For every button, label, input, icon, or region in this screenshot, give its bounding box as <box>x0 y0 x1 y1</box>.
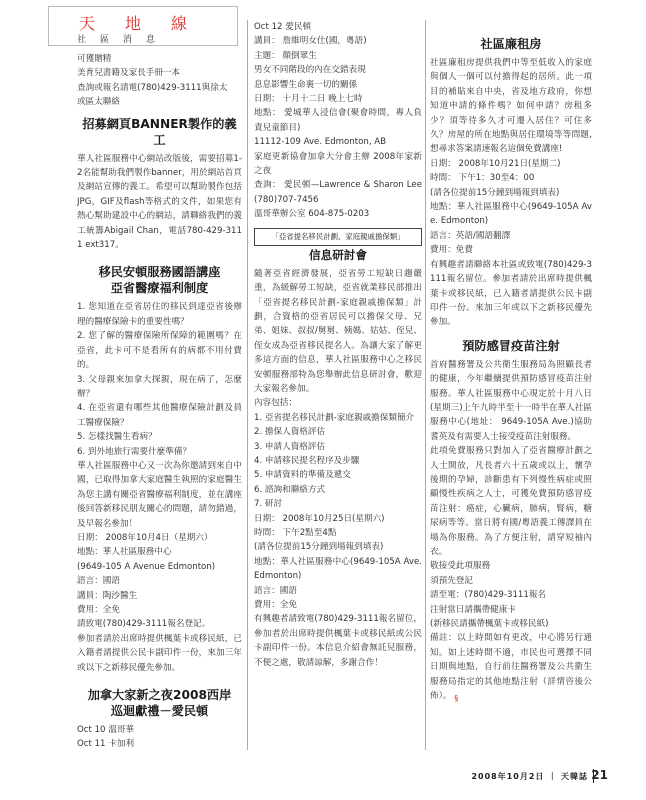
seminar-date: 日期： 2008年10月4日（星期六） <box>77 532 213 543</box>
info-date: 日期： 2008年10月25日(星期六) <box>254 513 385 524</box>
end-mark-icon: § <box>454 694 459 704</box>
seminar-speaker: 講員：陶沙醫生 <box>77 590 138 601</box>
tour-line: Oct 10 溫哥華 <box>77 725 135 736</box>
list-item: 4. 申請移民提名程序及步驟 <box>254 455 360 466</box>
banner-heading: 招募網頁BANNER製作的義工 <box>82 116 237 147</box>
flu-line: 請至電：(780)429-3111報名 <box>430 590 547 601</box>
flu-heading: 預防感冒疫苗注射 <box>462 338 560 353</box>
event-line: 男女不同階段的內在交錯表現 <box>254 65 366 76</box>
flu-line: 須預先登記 <box>430 575 473 586</box>
event-line: 日期： 十月十二日 晚上七時 <box>254 94 363 105</box>
seminar-fee: 費用：全免 <box>77 605 120 615</box>
event-line: 息息影響生命裏一切的關係 <box>254 79 358 90</box>
banner-body: 華人社區服務中心網站改版後，需要招募1-2名能幫助我們製作banner，用於網站首頁及網站宣傳的義工。希望可以幫助製作包括JPG，GIF及flash等格式的文件，如果您有熱心幫助建設中心的網站，請聯絡我們的義工統籌Abigail Chan，電話780-429-3111 ext317。 <box>77 153 242 251</box>
info-time: 時間： 下午2點至4點 <box>254 528 337 538</box>
intro-line: 或區太聯絡 <box>77 97 120 108</box>
flu-line: 敬接受此項服務 <box>430 561 491 572</box>
seminar-body: 華人社區服務中心又一次為你邀請到來自中國，已取得加拿大家庭醫生執照的家庭醫生為您主講有關亞省醫療福利制度，並在講座後回答新移民朋友關心的問題，請勿錯過，及早報名參加！ <box>77 460 242 529</box>
list-item: 6. 到外地旅行需要什麼準備？ <box>77 446 192 457</box>
housing-heading: 社區廉租房 <box>480 37 542 51</box>
list-item: 1. 亞省提名移民計劃-家庭親戚擔保類簡介 <box>254 412 415 423</box>
housing-register: 有興趣者請聯絡本社區或致電(780)429-3111報名留位。參加者請於出席時提供楓葉卡或移民紙，已入籍者請提供公民卡副印件一份。來加三年或以下之新移民優先參加。 <box>430 259 592 328</box>
event-line: 家庭更新協會加拿大分會主辦 2008年家新之夜 <box>254 151 422 177</box>
column-divider <box>247 20 248 750</box>
housing-time-note: (請各位提前15分鐘到場報到填表) <box>430 187 560 198</box>
info-place: 地點：華人社區服務中心(9649-105A Ave. Edmonton) <box>254 556 422 582</box>
housing-body: 社區廉租房提供我們中等至低收入的家庭與個人一個可以付擔得起的居所。此一項目的補貼來自中央，省及地方政府，你想知道申請的條件嗎？如何申請？房租多少？須等待多久才可遷入居住？可住多久？房屋的所在地點與居住環境等等問題,想尋求答案請速報名這個免費講座! <box>430 58 592 155</box>
info-session-heading: 信息研討會 <box>309 247 367 262</box>
seminar-questions <box>77 300 242 458</box>
flu-line: (新移民請攜帶楓葉卡或移民紙) <box>430 619 549 630</box>
flu-note <box>430 631 592 703</box>
column-left <box>77 52 242 762</box>
list-item: 5. 申請資料的準備及遞交 <box>254 470 351 481</box>
list-item: 4. 在亞省還有哪些其他醫療保險計劃及員工醫療保險？ <box>77 403 242 428</box>
housing-place: 地點：華人社區服務中心(9649-105A Ave. Edmonton) <box>430 202 592 227</box>
seminar-language: 語言：國語 <box>77 576 120 587</box>
content-label: 內容包括： <box>254 398 297 409</box>
event-line: 查詢： 愛民頓—Lawrence & Sharon Lee (780)707-7456 <box>254 180 422 205</box>
event-line: 11112-109 Ave. Edmonton, AB <box>254 137 387 148</box>
list-item: 2. 您了解的醫療保險所保障的範圍嗎？在亞省，此卡可不是看所有的病都不用付費的。 <box>77 331 242 371</box>
page-number: 21 <box>591 768 608 782</box>
housing-language: 語言：英語/國語翻譯 <box>430 230 511 241</box>
event-line: Oct 12 愛民頓 <box>254 22 312 32</box>
info-session-body: 隨著亞省經濟發展，亞省勞工短缺日趨嚴重，為緩解勞工短缺，亞省就業移民部推出「亞省提名移民計劃-家庭親戚擔保類」計劃，合資格的亞省居民可以擔保父母、兄弟、姐妹、叔叔/舅舅、姨媽、姑姑、侄兒、侄女成為亞省移民提名人。為讓大家了解更多這方面的信息，華人社區服務中心之移民安頓服務部特為您舉辦此信息研討會，歡迎大家報名參加。 <box>254 268 422 394</box>
seminar-heading-1: 移民安頓服務國語講座 <box>98 265 221 280</box>
seminar-place: 地點：華人社區服務中心 <box>77 547 172 558</box>
column-divider <box>425 20 426 750</box>
info-register: 有興趣者請致電(780)429-3111報名留位，參加者於出席時提供楓葉卡或移民紙或公民卡副印件一份。本信息介紹會無託兒服務，不便之處，敬請諒解，多謝合作！ <box>254 614 422 668</box>
list-item: 2. 擔保人資格評估 <box>254 427 326 438</box>
seminar-address: (9649-105 A Avenue Edmonton) <box>77 561 216 572</box>
event-line: 地點： 愛城華人浸信會(聚會時間，專人負責兒童節目) <box>254 108 422 133</box>
info-session-tag: 「亞省提名移民計劃、家庭親戚擔保類」 <box>254 228 422 246</box>
column-right <box>430 36 592 756</box>
seminar-heading-2: 亞省醫療福利制度 <box>110 281 209 296</box>
flu-body-2: 此項免費服務只對加入了亞省醫療計劃之人士開放，凡長者六十五歲或以上，懷孕後期的孕婦，診斷患有下列慢性病症或照顧慢性疾病之人士，可獲免費預防感冒疫苗注射：癌症，心臟病，肺病，腎病，糖尿病等等。當日將有國/粵語義工傳譯員在場為你服務。為了方便注射，請穿短袖內衣。 <box>430 446 592 557</box>
flu-note-text: 備註：以上時間如有更改，中心將另行通知。如上述時間不適，市民也可選擇不同日期與地點，自行前往醫務署及公共衛生服務局指定的其他地點注射（詳情咨後公佈）。 <box>430 633 592 702</box>
info-fee: 費用：全免 <box>254 600 297 611</box>
content-list <box>254 411 422 512</box>
tour-heading-2: 巡迴獻禮－愛民頓 <box>110 704 209 719</box>
event-line: 主題： 顛倒眾生 <box>254 50 317 61</box>
tour-line: Oct 11 卡加利 <box>77 739 135 750</box>
seminar-note: 參加者請於出席時提供楓葉卡或移民紙，已入籍者請提供公民卡副印件一份，來加三年或以下之新移民優先參加。 <box>77 633 242 673</box>
housing-fee: 費用：免費 <box>430 245 473 256</box>
tour-heading-1: 加拿大家新之夜2008西岸 <box>87 688 232 703</box>
info-language: 語言：國語 <box>254 585 297 596</box>
intro-line: 美育兒書籍及家長手冊一本 <box>77 68 181 79</box>
flu-body-1: 首府醫務署及公共衛生服務局為照顧長者的健康，今年繼續提供預防感冒疫苗注射服務。華人社區服務中心現定於十月八日(星期三)上午九時半至十一時半在華人社區服務中心(地址： 9649-105A Ave.)協助耆英及有需要人士接受疫苗注射服務。 <box>430 359 592 442</box>
list-item: 3. 申請人資格評估 <box>254 441 326 452</box>
section-header <box>48 6 238 46</box>
footer-date: 2008年10月2日 ｜ 天韓誌 <box>471 772 588 781</box>
column-middle <box>254 20 422 760</box>
event-line: 講員： 詹維明女仕(國，粵語) <box>254 36 367 47</box>
housing-date: 日期： 2008年10月21日(星期二) <box>430 158 561 169</box>
flu-line: 注射當日請攜帶健康卡 <box>430 604 516 615</box>
list-item: 5. 怎樣找醫生看病？ <box>77 432 157 443</box>
event-line: 溫哥華辦公室 604-875-0203 <box>254 209 370 220</box>
intro-line: 可獲贈精 <box>77 54 112 64</box>
info-time-note: (請各位提前15分鐘到場報到填表) <box>254 542 384 553</box>
list-item: 7. 研討 <box>254 499 283 510</box>
list-item: 3. 父母親來加拿大探親，現在病了，怎麼辦？ <box>77 374 242 399</box>
housing-time: 時間： 下午1：30至4：00 <box>430 173 535 184</box>
intro-line: 查詢或報名請電(780)429-3111與徐太 <box>77 82 228 93</box>
list-item: 6. 諮詢和聯絡方式 <box>254 484 326 495</box>
list-item: 1. 您知道在亞省居住的移民到達亞省後辦理的醫療保險卡的重要性嗎？ <box>77 302 242 327</box>
section-subtitle: 社區消息 <box>77 35 170 45</box>
seminar-register: 請致電(780)429-3111報名登記。 <box>77 619 211 630</box>
page-footer <box>0 765 646 800</box>
section-title: 天地線 <box>79 14 218 33</box>
